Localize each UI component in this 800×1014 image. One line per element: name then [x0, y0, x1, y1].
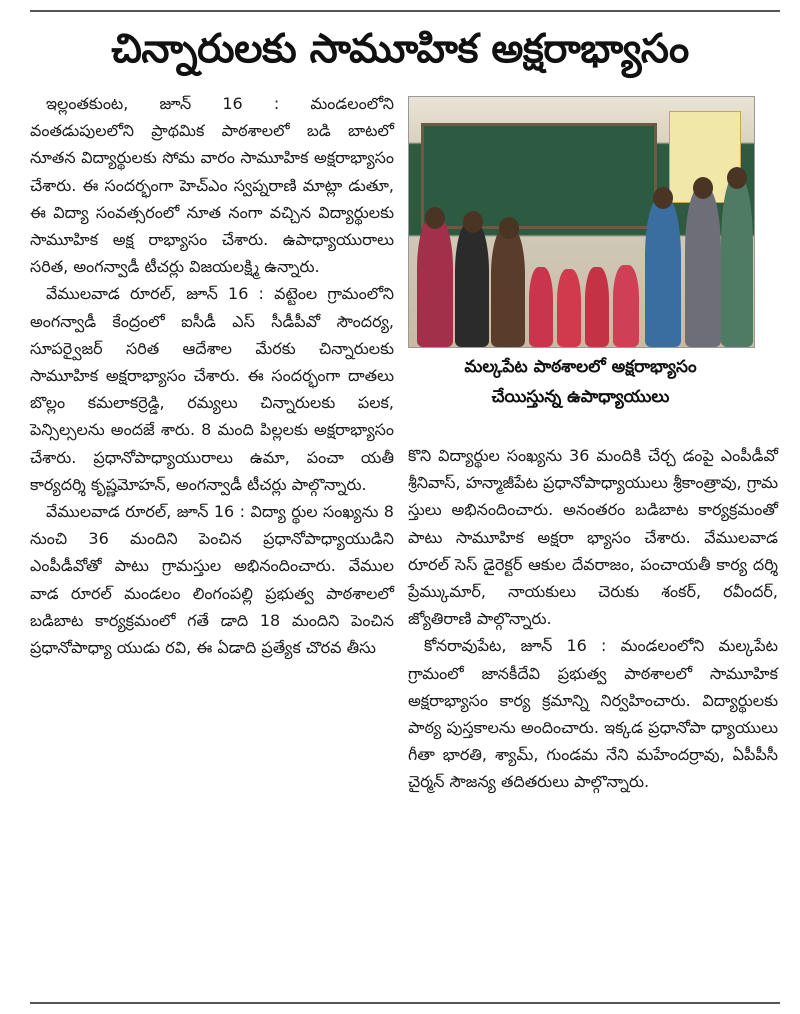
child	[613, 265, 639, 347]
article-paragraph-5: కోనరావుపేట, జూన్ 16 : మండలంలోని మల్కపేట గ్రామంలో జానకీదేవి ప్రభుత్వ పాఠశాలలో సామూహిక అక్షరాభ్యాసం కార్య క్రమాన్ని నిర్వహించారు. విద్యార్థులకు పాఠ్య పుస్తకాలను అందించారు. ఇక్కడ ప్రధానోపా ధ్యాయులు గీతా భారతి, శ్యామ్, గుండమ నేని మహేందర్రావు, ఏపీపీసీ చైర్మన్ సౌజన్య తదితరులు పాల్గొన్నారు.	[408, 636, 778, 792]
headline: చిన్నారులకు సామూహిక అక్షరాభ్యాసం	[111, 26, 689, 72]
top-rule	[30, 10, 780, 12]
bottom-rule	[30, 1002, 780, 1004]
group-photo	[408, 96, 755, 348]
head	[425, 207, 445, 229]
person	[491, 227, 525, 347]
article-paragraph-1: ఇల్లంతకుంట, జూన్ 16 : మండలంలోని వంతడుపులలోని ప్రాథమిక పాఠశాలలో బడి బాటలో నూతన విద్యార్థులకు సోమ వారం సామూహిక అక్షరాభ్యాసం చేశారు. ఈ సందర్భంగా హెచ్ఎం స్వప్నరాణి మాట్లా డుతూ, ఈ విద్యా సంవత్సరంలో నూత నంగా వచ్చిన విద్యార్థులకు సామూహిక అక్ష రాభ్యాసం చేశారు. ఉపాధ్యాయురాలు సరిత, అంగన్వాడీ టీచర్లు విజయలక్ష్మి ఉన్నారు.	[30, 94, 394, 277]
caption-line-2: చేయిస్తున్న ఉపాధ్యాయులు	[491, 387, 670, 407]
head	[653, 187, 673, 209]
head	[499, 217, 519, 239]
article-paragraph-2: వేములవాడ రూరల్, జూన్ 16 : వట్టెంల గ్రామంలోని అంగన్వాడీ కేంద్రంలో ఐసీడీ ఎస్ సీడీపీవో సౌందర్య, సూపర్వైజర్ సరిత ఆదేశాల మేరకు చిన్నారులకు సామూహిక అక్షరాభ్యాసం చేశారు. ఈ సందర్భంగా దాతలు బొల్లం కమలాకర్రెడ్డి, రమ్యలు చిన్నారులకు పలక, పెన్సిల్సలను అందజే శారు. 8 మంది పిల్లలకు అక్షరాభ్యాసం చేశారు. ప్రధానోపాధ్యాయురాలు ఉమా, పంచా యతీ కార్యదర్శి కృష్ణమోహన్, అంగన్వాడీ టీచర్లు పాల్గొన్నారు.	[30, 284, 394, 494]
child	[557, 269, 581, 347]
person	[417, 217, 453, 347]
right-column	[408, 442, 778, 796]
head	[727, 167, 747, 189]
child	[529, 267, 553, 347]
person	[645, 197, 681, 347]
article-paragraph-4: కొని విద్యార్థుల సంఖ్యను 36 మందికి చేర్చ డంపై ఎంపీడీవో శ్రీనివాస్, హన్మాజీపేట ప్రధానోపాధ్యాయులు శ్రీకాంత్రావు, గ్రామ స్తులు అభినందించారు. అనంతరం బడిబాట కార్యక్రమంతో పాటు సామూహిక అక్షరా భ్యాసం చేశారు. వేములవాడ రూరల్ సెస్ డైరెక్టర్ ఆకుల దేవరాజం, పంచాయతీ కార్య దర్శి ప్రేమ్కుమార్, నాయకులు చెరుకు శంకర్, రవీందర్, జ్యోతిరాణి పాల్గొన్నారు.	[408, 446, 778, 629]
person	[455, 222, 489, 347]
person	[721, 177, 753, 347]
head	[463, 211, 483, 233]
child	[585, 267, 609, 347]
photo-caption	[408, 352, 753, 412]
person	[685, 187, 721, 347]
caption-line-1: మల్కపేట పాఠశాలలో అక్షరాభ్యాసం	[464, 357, 697, 377]
article-paragraph-3: వేములవాడ రూరల్, జూన్ 16 : విద్యా ర్థుల సంఖ్యను 8 నుంచి 36 మందిని పెంచిన ప్రధానోపాధ్యాయుడిని ఎంపీడీవోతో పాటు గ్రామస్తుల అభినందించారు. వేముల వాడ రూరల్ మండలం లింగంపల్లి ప్రభుత్వ పాఠశాలలో బడిబాట కార్యక్రమంలో గతే డాది 18 మందిని పెంచిన ప్రధానోపాధ్యా యుడు రవి, ఈ ఏడాది ప్రత్యేక చొరవ తీసు	[30, 502, 394, 658]
left-column	[30, 90, 394, 661]
blackboard	[421, 123, 657, 229]
head	[693, 177, 713, 199]
